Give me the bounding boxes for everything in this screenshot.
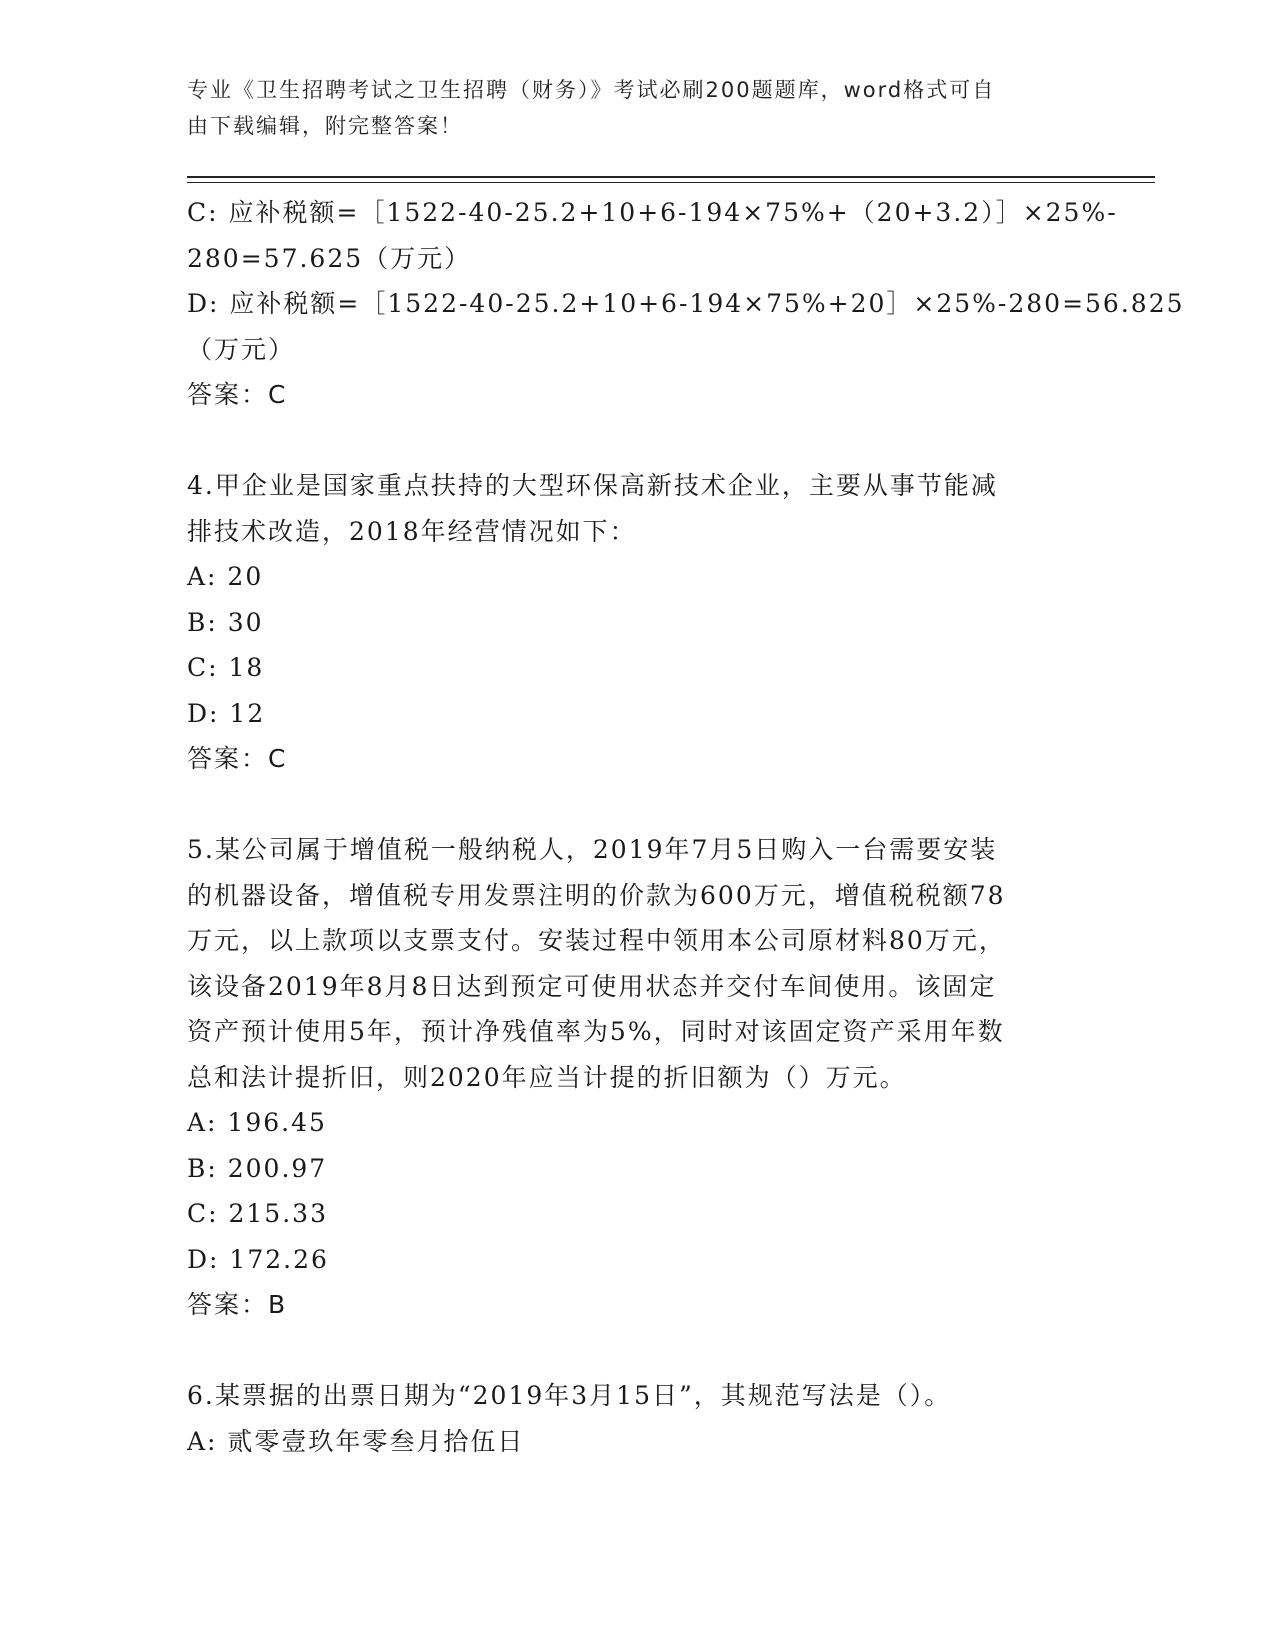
q3-option-c-line-2: 280=57.625（万元）: [187, 243, 472, 273]
page-header: [187, 72, 1067, 144]
question-3-continued: [187, 190, 1185, 418]
q4-stem-line-2: 排技术改造，2018年经营情况如下：: [187, 516, 637, 546]
q4-option-b: B: 30: [187, 607, 264, 637]
q5-option-d: D: 172.26: [187, 1244, 329, 1274]
q4-stem-line-1: 4.甲企业是国家重点扶持的大型环保高新技术企业，主要从事节能减: [187, 471, 998, 500]
question-content: [187, 190, 1185, 1464]
q5-option-a: A: 196.45: [187, 1108, 327, 1137]
q5-stem-line-3: 万元，以上款项以支票支付。安装过程中领用本公司原材料80万元，: [187, 926, 1006, 955]
q4-option-a: A: 20: [187, 562, 264, 591]
header-line-1: 专业《卫生招聘考试之卫生招聘（财务）》考试必刷200题题库，word格式可自: [187, 78, 996, 102]
q5-answer: 答案：B: [187, 1290, 288, 1319]
q3-option-d-line-2: （万元）: [187, 334, 296, 364]
question-4: [187, 463, 1087, 782]
q3-answer: 答案：C: [187, 380, 288, 409]
header-divider-thin: [187, 182, 1155, 183]
q6-stem-line-1: 6.某票据的出票日期为“2019年3月15日”，其规范写法是（）。: [187, 1381, 952, 1410]
spacer: [187, 418, 1087, 464]
spacer: [187, 1328, 1087, 1374]
q3-option-d-line-1: D: 应补税额=［1522-40-25.2+10+6-194×75%+20］×25%-280=56.825: [187, 289, 1185, 318]
question-6: [187, 1373, 1087, 1464]
question-5: [187, 827, 1087, 1328]
q5-stem-line-1: 5.某公司属于增值税一般纳税人，2019年7月5日购入一台需要安装: [187, 835, 998, 864]
q3-option-c-line-1: C: 应补税额=［1522-40-25.2+10+6-194×75%+（20+3.2）］×25%-: [187, 198, 1118, 227]
q4-answer: 答案：C: [187, 744, 288, 773]
header-line-2: 由下载编辑，附完整答案！: [187, 114, 463, 138]
spacer: [187, 782, 1087, 828]
q5-stem-line-2: 的机器设备，增值税专用发票注明的价款为600万元，增值税税额78: [187, 880, 1006, 910]
q5-stem-line-6: 总和法计提折旧，则2020年应当计提的折旧额为（）万元。: [187, 1062, 907, 1092]
q5-stem-line-5: 资产预计使用5年，预计净残值率为5%，同时对该固定资产采用年数: [187, 1017, 1005, 1046]
q6-option-a: A: 贰零壹玖年零叁月拾伍日: [187, 1426, 525, 1456]
q5-option-b: B: 200.97: [187, 1153, 328, 1183]
header-divider-thick: [187, 176, 1155, 178]
q4-option-d: D: 12: [187, 698, 266, 728]
q5-option-c: C: 215.33: [187, 1199, 328, 1228]
q4-option-c: C: 18: [187, 653, 265, 682]
q5-stem-line-4: 该设备2019年8月8日达到预定可使用状态并交付车间使用。该固定: [187, 971, 997, 1001]
